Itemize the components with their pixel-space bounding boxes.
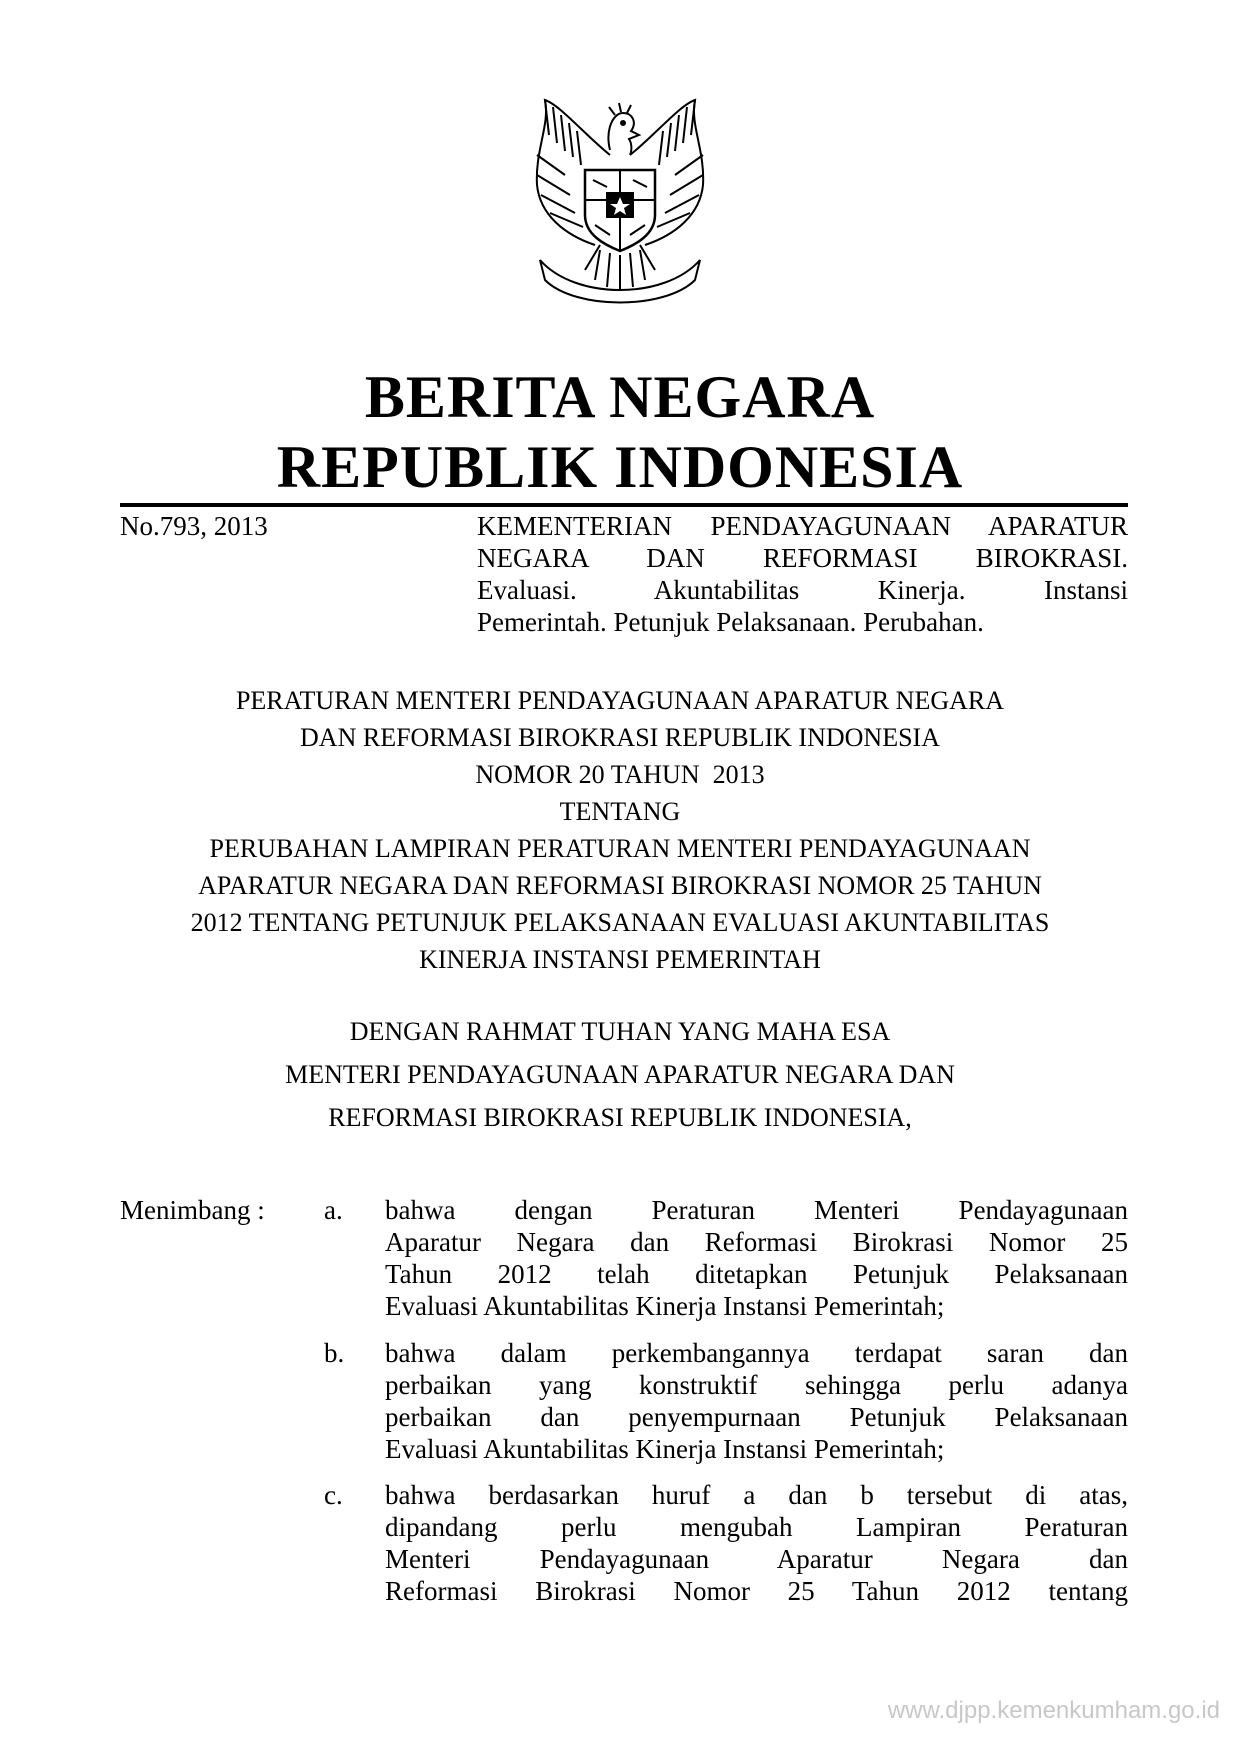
item-line: dipandang perlu mengubah Lampiran Peraturan — [385, 1512, 1128, 1542]
preamble — [0, 1010, 1240, 1139]
preamble-line: DENGAN RAHMAT TUHAN YANG MAHA ESA — [349, 1017, 891, 1046]
masthead-line-2: REPUBLIK INDONESIA — [276, 434, 964, 500]
garuda-emblem-icon — [515, 95, 725, 315]
masthead-title — [0, 362, 1240, 502]
heading-line: 2012 TENTANG PETUNJUK PELAKSANAAN EVALUASI AKUNTABILITAS — [190, 908, 1050, 937]
item-line: bahwa dengan Peraturan Menteri Pendayagunaan — [385, 1195, 1128, 1225]
item-letter: b. — [324, 1338, 345, 1368]
item-line: bahwa dalam perkembangannya terdapat saran dan — [385, 1338, 1128, 1368]
gazette-number: No.793, 2013 — [120, 511, 268, 541]
preamble-line: MENTERI PENDAYAGUNAAN APARATUR NEGARA DAN — [285, 1060, 955, 1089]
item-line: Tahun 2012 telah ditetapkan Petunjuk Pelaksanaan — [385, 1259, 1128, 1289]
heading-line: DAN REFORMASI BIROKRASI REPUBLIK INDONESIA — [300, 723, 940, 752]
header-divider — [120, 503, 1128, 507]
item-line: Reformasi Birokrasi Nomor 25 Tahun 2012 tentang — [385, 1576, 1128, 1606]
subject-line: Evaluasi. Akuntabilitas Kinerja. Instansi — [477, 575, 1128, 605]
item-letter: a. — [324, 1195, 343, 1225]
item-line: perbaikan dan penyempurnaan Petunjuk Pelaksanaan — [385, 1402, 1128, 1432]
item-line: Aparatur Negara dan Reformasi Birokrasi Nomor 25 — [385, 1227, 1128, 1257]
item-line: Menteri Pendayagunaan Aparatur Negara dan — [385, 1544, 1128, 1574]
watermark-url: www.djpp.kemenkumham.go.id — [887, 1697, 1220, 1724]
item-line: Evaluasi Akuntabilitas Kinerja Instansi Pemerintah; — [385, 1434, 945, 1464]
item-line: bahwa berdasarkan huruf a dan b tersebut di atas, — [385, 1480, 1128, 1510]
masthead-line-1: BERITA NEGARA — [364, 364, 876, 430]
subject-line: Pemerintah. Petunjuk Pelaksanaan. Perubahan. — [477, 607, 984, 637]
item-letter: c. — [324, 1480, 343, 1510]
considering-label: Menimbang : — [120, 1195, 265, 1225]
gazette-subject — [477, 510, 1128, 638]
item-line: Evaluasi Akuntabilitas Kinerja Instansi Pemerintah; — [385, 1291, 945, 1321]
heading-line: NOMOR 20 TAHUN 2013 — [475, 760, 765, 789]
item-text — [385, 1194, 1128, 1322]
item-line: perbaikan yang konstruktif sehingga perlu adanya — [385, 1370, 1128, 1400]
regulation-heading — [0, 682, 1240, 978]
item-text — [385, 1337, 1128, 1465]
heading-line: PERATURAN MENTERI PENDAYAGUNAAN APARATUR NEGARA — [235, 686, 1005, 715]
heading-line: KINERJA INSTANSI PEMERINTAH — [419, 945, 821, 974]
heading-line: TENTANG — [559, 797, 681, 826]
preamble-line: REFORMASI BIROKRASI REPUBLIK INDONESIA, — [328, 1103, 912, 1132]
heading-line: PERUBAHAN LAMPIRAN PERATURAN MENTERI PENDAYAGUNAAN — [209, 834, 1031, 863]
heading-line: APARATUR NEGARA DAN REFORMASI BIROKRASI NOMOR 25 TAHUN — [198, 871, 1042, 900]
subject-line: NEGARA DAN REFORMASI BIROKRASI. — [477, 543, 1128, 573]
subject-line: KEMENTERIAN PENDAYAGUNAAN APARATUR — [477, 511, 1128, 541]
item-text — [385, 1479, 1128, 1607]
